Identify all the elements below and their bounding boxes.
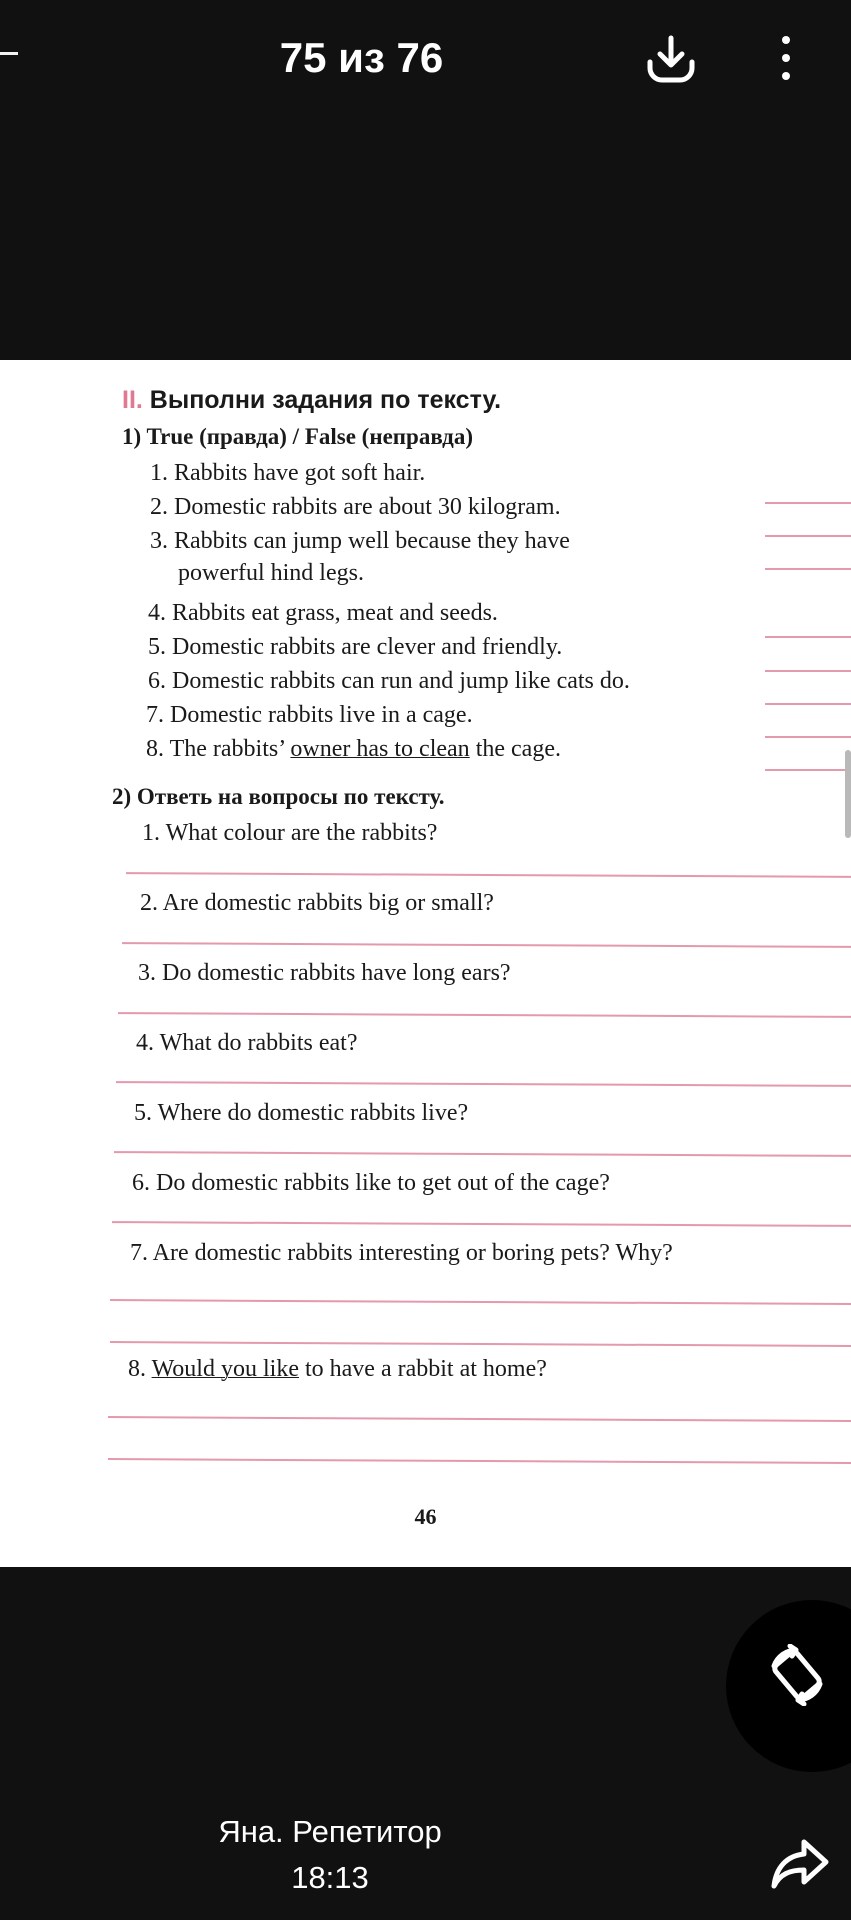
answer-line[interactable] — [112, 1221, 851, 1227]
page-number: 46 — [414, 1504, 437, 1529]
answer-line[interactable] — [765, 703, 851, 705]
tf-statement: 5. Domestic rabbits are clever and friendly. — [148, 634, 563, 660]
answer-line[interactable] — [765, 769, 851, 771]
sender-name: Яна. Репетитор — [218, 1814, 442, 1849]
part1-title: 1) True (правда) / False (неправда) — [122, 424, 473, 449]
rotate-screen-icon — [766, 1644, 828, 1706]
image-counter: 75 из 76 — [279, 34, 444, 81]
answer-line[interactable] — [765, 670, 851, 672]
tf-statement: 6. Domestic rabbits can run and jump like cats do. — [148, 668, 630, 694]
download-icon[interactable] — [642, 30, 700, 88]
tf-statement: 4. Rabbits eat grass, meat and seeds. — [148, 600, 498, 626]
question: 5. Where do domestic rabbits live? — [134, 1100, 469, 1126]
answer-line[interactable] — [765, 568, 851, 570]
answer-line[interactable] — [765, 535, 851, 537]
answer-line[interactable] — [118, 1012, 851, 1018]
answer-line[interactable] — [114, 1151, 851, 1157]
answer-line[interactable] — [765, 736, 851, 738]
answer-line[interactable] — [116, 1081, 851, 1087]
scroll-handle[interactable] — [845, 750, 851, 838]
answer-line[interactable] — [108, 1458, 851, 1464]
answer-line[interactable] — [110, 1341, 851, 1347]
more-vertical-icon[interactable] — [776, 34, 796, 84]
question: 1. What colour are the rabbits? — [142, 820, 438, 846]
tf-statement: 3. Rabbits can jump well because they have — [150, 528, 570, 554]
question: 8. Would you like to have a rabbit at home? — [128, 1356, 547, 1382]
tf-statement: 7. Domestic rabbits live in a cage. — [146, 702, 473, 728]
share-icon[interactable] — [770, 1836, 830, 1892]
question: 4. What do rabbits eat? — [136, 1030, 358, 1056]
part2-title: 2) Ответь на вопросы по тексту. — [112, 784, 445, 809]
tf-statement: 8. The rabbits’ owner has to clean the cage. — [146, 736, 561, 762]
answer-line[interactable] — [110, 1299, 851, 1305]
viewer-top-bar — [0, 0, 851, 120]
rotate-screen-button[interactable] — [726, 1600, 851, 1772]
answer-line[interactable] — [108, 1416, 851, 1422]
question: 2. Are domestic rabbits big or small? — [140, 890, 494, 916]
tf-statement: 1. Rabbits have got soft hair. — [150, 460, 426, 486]
message-time: 18:13 — [291, 1860, 369, 1895]
tf-statement: 2. Domestic rabbits are about 30 kilogram. — [150, 494, 561, 520]
section-heading: II. Выполни задания по тексту. — [122, 386, 502, 414]
tf-statement-cont: powerful hind legs. — [178, 560, 364, 586]
answer-line[interactable] — [122, 942, 851, 948]
worksheet-page — [0, 360, 851, 1567]
answer-line[interactable] — [126, 872, 851, 878]
answer-line[interactable] — [765, 636, 851, 638]
answer-line[interactable] — [765, 502, 851, 504]
question: 6. Do domestic rabbits like to get out of the cage? — [132, 1170, 610, 1196]
question: 7. Are domestic rabbits interesting or boring pets? Why? — [130, 1240, 673, 1266]
question: 3. Do domestic rabbits have long ears? — [138, 960, 511, 986]
